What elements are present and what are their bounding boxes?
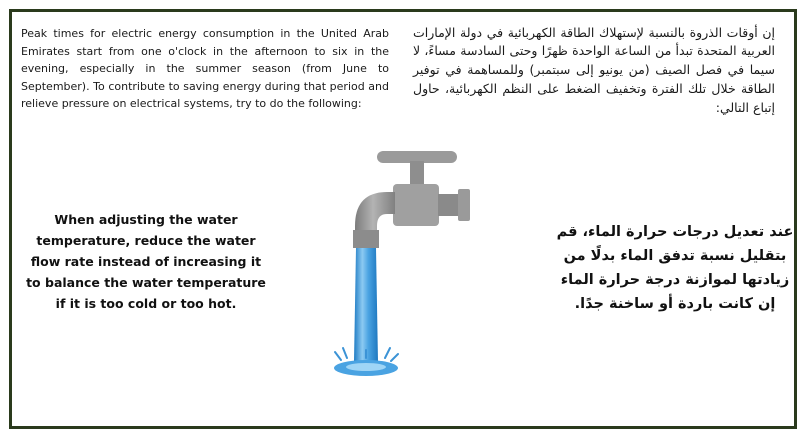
faucet-spout bbox=[353, 230, 379, 248]
intro-text-english: Peak times for electric energy consumption in the United Arab Emirates start from one o'clock in the afternoon to six in the evening, especially in the summer season (from June to September). To contribute to saving energy during that period and relieve pressure on electrical systems, try to do the following: bbox=[21, 27, 389, 111]
tip-text-arabic: عند تعديل درجات حرارة الماء، قم بتقليل نسبة تدفق الماء بدلًا من زيادتها لموازنة درجة حرارة الماء إن كانت باردة أو ساخنة جدًا. bbox=[556, 223, 794, 312]
faucet-body bbox=[393, 184, 439, 226]
water-stream bbox=[354, 248, 378, 362]
faucet-icon bbox=[325, 140, 475, 380]
tip-text-english: When adjusting the water temperature, reduce the water flow rate instead of increasing it to balance the water temperature if it is too cold or too hot. bbox=[26, 211, 266, 311]
intro-text-arabic: إن أوقات الذروة بالنسبة لإستهلاك الطاقة الكهربائية في دولة الإمارات العربية المتحدة تبدأ من الساعة الواحدة ظهرًا وحتى السادسة مساءً، لا سيما في فصل الصيف (من يونيو إلى سبتمبر) وللمساهمة في توفير الطاقة خلال تلك الفترة وتخفيف الضغط على النظم الكهربائية، حاول إتباع التالي: bbox=[413, 24, 775, 115]
